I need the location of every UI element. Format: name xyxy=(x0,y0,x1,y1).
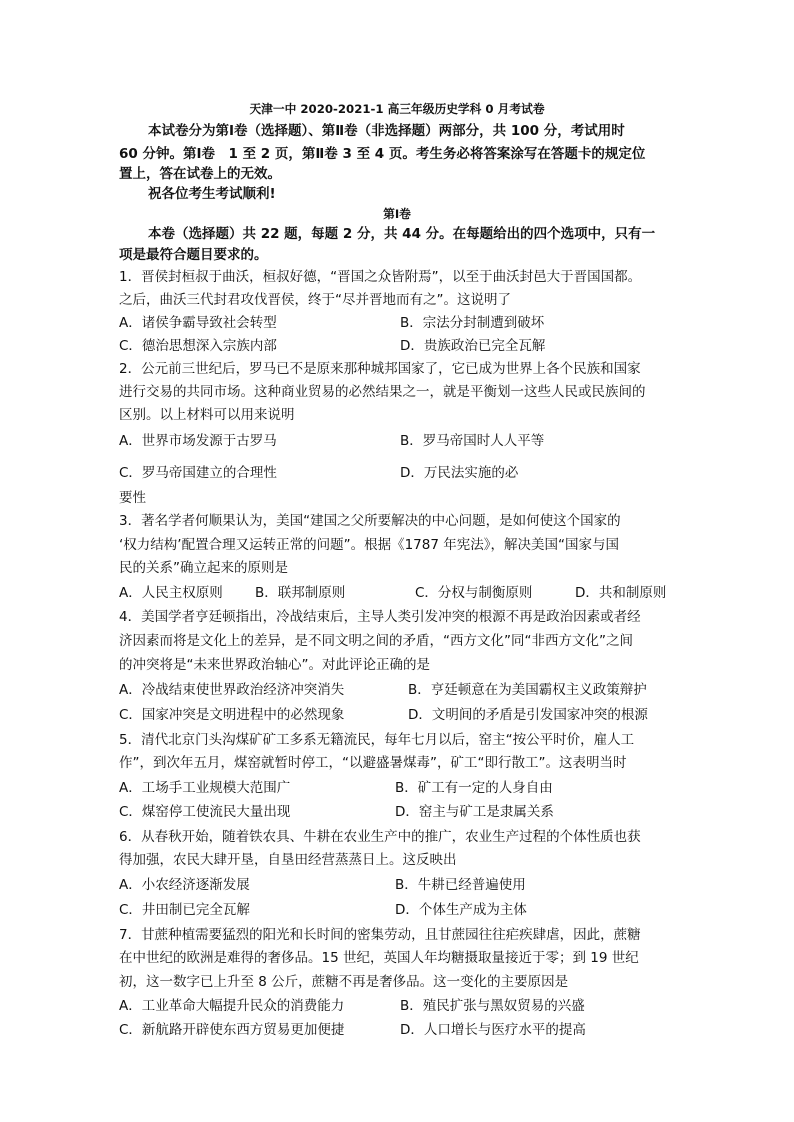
q5-option-c: C．煤窑停工使流民大量出现 xyxy=(119,804,291,820)
q7-option-b: B．殖民扩张与黑奴贸易的兴盛 xyxy=(400,998,585,1014)
q3-option-c: C．分权与制衡原则 xyxy=(415,585,533,601)
question-4-stem: 4．美国学者亨廷顿指出，冷战结束后，主导人类引发冲突的根源不再是政治因素或者经 xyxy=(119,609,641,625)
question-1-stem: 之后，曲沃三代封君攻伐晋侯，终于“尽并晋地而有之”。这说明了 xyxy=(119,292,511,308)
q5-option-b: B．矿工有一定的人身自由 xyxy=(395,780,553,796)
question-7-stem: 在中世纪的欧洲是难得的奢侈品。15 世纪，英国人年均糖摄取量接近于零；到 19 世纪 xyxy=(119,950,639,966)
q6-option-b: B．牛耕已经普遍使用 xyxy=(395,877,526,893)
intro-line: 本试卷分为第Ⅰ卷（选择题）、第Ⅱ卷（非选择题）两部分，共 100 分，考试用时 xyxy=(148,123,625,139)
q1-option-a: A．诸侯争霸导致社会转型 xyxy=(119,315,277,331)
question-2-stem: 2．公元前三世纪后，罗马已不是原来那种城邦国家了，它已成为世界上各个民族和国家 xyxy=(119,361,641,377)
q7-option-c: C．新航路开辟使东西方贸易更加便捷 xyxy=(119,1022,345,1038)
q5-option-d: D．窑主与矿工是隶属关系 xyxy=(395,804,554,820)
q6-option-a: A．小农经济逐渐发展 xyxy=(119,877,250,893)
q1-option-c: C．德治思想深入宗族内部 xyxy=(119,338,277,354)
q2-option-d: D．万民法实施的必 xyxy=(400,465,519,481)
question-2-stem: 进行交易的共同市场。这种商业贸易的必然结果之一，就是平衡划一这些人民或民族间的 xyxy=(119,384,646,400)
question-1-stem: 1．晋侯封桓叔于曲沃，桓叔好德，“晋国之众皆附焉”，以至于曲沃封邑大于晋国国都。 xyxy=(119,269,642,285)
q3-option-b: B．联邦制原则 xyxy=(255,585,346,601)
question-3-stem: 民的关系”确立起来的原则是 xyxy=(119,560,288,576)
q6-option-c: C．井田制已完全瓦解 xyxy=(119,902,250,918)
exam-title: 天津一中 2020-2021-1 高三年级历史学科 0 月考试卷 xyxy=(249,102,545,116)
intro-line: 60 分钟。第Ⅰ卷 1 至 2 页，第Ⅱ卷 3 至 4 页。考生务必将答案涂写在答题卡的规定位 xyxy=(119,146,646,162)
q7-option-a: A．工业革命大幅提升民众的消费能力 xyxy=(119,998,345,1014)
question-7-stem: 初，这一数字已上升至 8 公斤，蔗糖不再是奢侈品。这一变化的主要原因是 xyxy=(119,974,569,990)
question-5-stem: 5．清代北京门头沟煤矿矿工多系无籍流民，每年七月以后，窑主“按公平时价，雇人工 xyxy=(119,732,635,748)
q3-option-d: D．共和制原则 xyxy=(575,585,667,601)
question-6-stem: 6．从春秋开始，随着铁农具、牛耕在农业生产中的推广，农业生产过程的个体性质也获 xyxy=(119,829,641,845)
q4-option-c: C．国家冲突是文明进程中的必然现象 xyxy=(119,707,345,723)
q2-option-b: B．罗马帝国时人人平等 xyxy=(400,433,545,449)
q7-option-d: D．人口增长与医疗水平的提高 xyxy=(400,1022,586,1038)
intro-line: 置上，答在试卷上的无效。 xyxy=(119,166,281,182)
q1-option-b: B．宗法分封制遭到破坏 xyxy=(400,315,545,331)
q3-option-a: A．人民主权原则 xyxy=(119,585,223,601)
question-3-stem: 3．著名学者何顺果认为，美国“建国之父所要解决的中心问题，是如何使这个国家的 xyxy=(119,513,621,529)
q4-option-a: A．冷战结束使世界政治经济冲突消失 xyxy=(119,682,345,698)
q6-option-d: D．个体生产成为主体 xyxy=(395,902,527,918)
section-intro-line: 项是最符合题目要求的。 xyxy=(119,247,268,263)
q4-option-d: D．文明间的矛盾是引发国家冲突的根源 xyxy=(408,707,648,723)
section-intro-line: 本卷（选择题）共 22 题，每题 2 分，共 44 分。在每题给出的四个选项中，只有一 xyxy=(148,226,656,242)
question-4-stem: 的冲突将是“未来世界政治轴心”。对此评论正确的是 xyxy=(119,657,430,673)
question-3-stem: ‘权力结构’配置合理又运转正常的问题”。根据《1787 年宪法》，解决美国“国家与国 xyxy=(119,537,619,553)
q5-option-a: A．工场手工业规模大范围广 xyxy=(119,780,291,796)
question-7-stem: 7．甘蔗种植需要猛烈的阳光和长时间的密集劳动，且甘蔗园往往疟疾肆虐，因此，蔗糖 xyxy=(119,927,641,943)
question-6-stem: 得加强，农民大肆开垦，自垦田经营蒸蒸日上。这反映出 xyxy=(119,852,457,868)
q2-option-c: C．罗马帝国建立的合理性 xyxy=(119,465,277,481)
question-5-stem: 作”，到次年五月，煤窑就暂时停工，“以避盛暑煤毒”，矿工“即行散工”。这表明当时 xyxy=(119,755,627,771)
q2-option-d-continued: 要性 xyxy=(119,490,146,506)
good-luck-line: 祝各位考生考试顺利! xyxy=(148,186,276,202)
section-title: 第Ⅰ卷 xyxy=(383,207,411,221)
q2-option-a: A．世界市场发源于古罗马 xyxy=(119,433,277,449)
q1-option-d: D．贵族政治已完全瓦解 xyxy=(400,338,546,354)
question-4-stem: 济因素而将是文化上的差异，是不同文明之间的矛盾，“西方文化”同“非西方文化”之间 xyxy=(119,633,633,649)
question-2-stem: 区别。以上材料可以用来说明 xyxy=(119,407,295,423)
q4-option-b: B．亨廷顿意在为美国霸权主义政策辩护 xyxy=(408,682,647,698)
